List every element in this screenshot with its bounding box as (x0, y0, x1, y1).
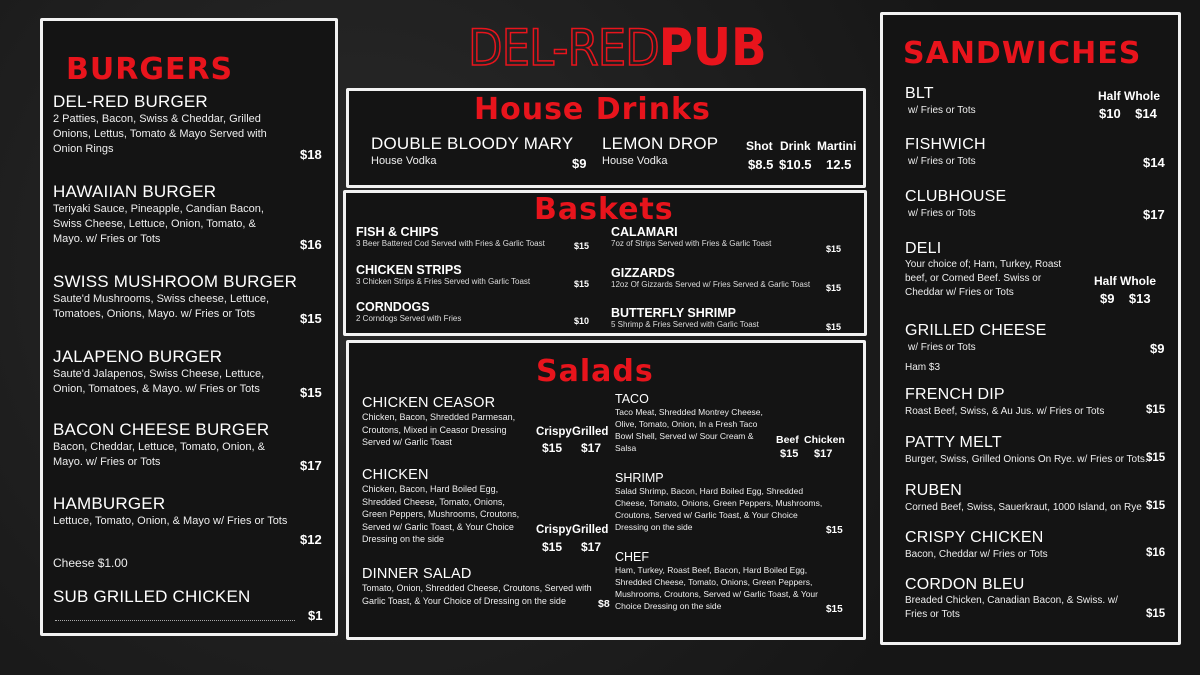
item-name: FISHWICH (905, 136, 986, 153)
size-header: Grilled (572, 426, 609, 438)
sandwiches-title: SANDWICHES (903, 36, 1142, 71)
item-price: $17 (1143, 207, 1165, 222)
item-name: TACO (615, 392, 649, 406)
item-name: BLT (905, 85, 934, 102)
size-header: Crispy (536, 524, 572, 536)
burger-item (53, 92, 327, 157)
item-name: GIZZARDS (611, 266, 675, 280)
item-desc: 3 Chicken Strips & Fries Served with Garlic Toast (356, 277, 531, 286)
pub-logo (468, 18, 767, 78)
size-price: $9 $13 (1100, 291, 1151, 306)
item-price: $17 (300, 458, 322, 473)
baskets-title: Baskets (534, 192, 674, 227)
item-name: CHICKEN (362, 467, 429, 483)
item-desc: 2 Patties, Bacon, Swiss & Cheddar, Grilled Onions, Lettus, Tomato & Mayo Served with Onion Rings (53, 113, 267, 155)
cheese-note: Cheese $1.00 (53, 556, 128, 570)
item-price: $15 (1146, 500, 1166, 512)
item-name: CRISPY CHICKEN (905, 529, 1044, 546)
sandwich-item (905, 482, 1142, 515)
item-name: PATTY MELT (905, 434, 1002, 451)
item-name: SWISS MUSHROOM BURGER (53, 272, 298, 291)
item-name: LEMON DROP (602, 134, 719, 153)
item-name: CHEF (615, 550, 650, 564)
item-desc: w/ Fries or Tots (908, 342, 976, 353)
item-name: HAMBURGER (53, 494, 166, 513)
leader-dots (55, 620, 295, 621)
item-price: $15 (1146, 608, 1166, 620)
item-name: BUTTERFLY SHRIMP (611, 306, 737, 320)
item-desc: w/ Fries or Tots (908, 105, 976, 116)
burgers-title: BURGERS (66, 52, 234, 87)
item-name: CHICKEN STRIPS (356, 263, 462, 277)
item-desc: Tomato, Onion, Shredded Cheese, Croutons, Served with Garlic Toast, & Your Choice of Dressing on the side (362, 583, 592, 606)
item-desc: Salad Shrimp, Bacon, Hard Boiled Egg, Shredded Cheese, Tomato, Onions, Green Peppers, Mushrooms, Croutons, Served w/ Garlic Toast, & Your Choice Dressing on the side (615, 486, 823, 532)
salad-item (615, 392, 773, 454)
size-price: $10.5 (779, 157, 812, 172)
item-desc: 5 Shrimp & Fries Served with Garlic Toast (611, 320, 759, 329)
item-desc: w/ Fries or Tots (908, 156, 976, 167)
item-price: $18 (300, 147, 322, 162)
size-header: Crispy (536, 426, 572, 438)
drink-item (602, 134, 718, 169)
item-desc: Taco Meat, Shredded Montrey Cheese, Olive, Tomato, Onion, In a Fresh Taco Bowl Shell, Served w/ Sour Cream & Salsa (615, 407, 763, 453)
item-name: FISH & CHIPS (356, 225, 439, 239)
size-header: Martini (817, 139, 857, 153)
item-desc: Chicken, Bacon, Hard Boiled Egg, Shredded Cheese, Tomato, Onions, Green Peppers, Mushrooms, Croutons, Served w/ Garlic Toast, & Your Choice Dressing on the side (362, 484, 520, 544)
sandwich-item (905, 85, 976, 118)
drinks-title: House Drinks (474, 92, 711, 127)
size-price: $17 (581, 540, 602, 554)
item-name: CORNDOGS (356, 300, 430, 314)
item-name: HAWAIIAN BURGER (53, 182, 217, 201)
item-name: GRILLED CHEESE (905, 322, 1047, 339)
size-price: $15 (542, 441, 563, 455)
basket-item (611, 225, 771, 248)
burger-item (53, 272, 327, 322)
item-price: $15 (300, 311, 322, 326)
item-desc: Corned Beef, Swiss, Sauerkraut, 1000 Island, on Rye (905, 502, 1142, 513)
burger-item (53, 420, 327, 470)
size-header: Half Whole (1094, 274, 1156, 288)
salads-title: Salads (536, 354, 654, 389)
size-header: Beef (776, 434, 799, 446)
item-price: $15 (1146, 452, 1166, 464)
salad-item (362, 395, 532, 449)
item-desc: 7oz of Strips Served with Fries & Garlic Toast (611, 239, 772, 248)
item-price: $15 (826, 283, 842, 293)
size-price: 12.5 (826, 157, 852, 172)
sandwich-item (905, 576, 1145, 622)
item-desc: Chicken, Bacon, Shredded Parmesan, Croutons, Mixed in Ceasor Dressing Served w/ Garlic Toast (362, 412, 516, 447)
item-desc: 12oz Of Gizzards Served w/ Fries Served & Garlic Toast (611, 280, 811, 289)
item-price: $12 (300, 532, 322, 547)
size-header: Drink (780, 139, 811, 153)
item-name: DINNER SALAD (362, 566, 472, 582)
item-price: $10 (574, 316, 590, 326)
salad-item (615, 471, 825, 533)
item-desc: 2 Corndogs Served with Fries (356, 314, 462, 323)
item-desc: Roast Beef, Swiss, & Au Jus. w/ Fries or Tots (905, 406, 1105, 417)
sandwich-item (905, 188, 1006, 221)
ham-note: Ham $3 (905, 362, 941, 373)
item-price: $9 (572, 156, 587, 171)
item-name: DEL-RED BURGER (53, 92, 208, 111)
item-price: $15 (826, 525, 843, 536)
basket-item (611, 266, 810, 289)
item-price: $15 (1146, 404, 1166, 416)
size-price: $10 $14 (1099, 106, 1157, 121)
item-name: RUBEN (905, 482, 963, 499)
salad-item (362, 566, 602, 607)
sandwich-item (905, 136, 986, 169)
item-name: JALAPENO BURGER (53, 347, 223, 366)
basket-item (356, 300, 461, 323)
burger-item (53, 494, 327, 529)
item-desc: w/ Fries or Tots (908, 208, 976, 219)
item-desc: Breaded Chicken, Canadian Bacon, & Swiss. w/ Fries or Tots (905, 595, 1118, 620)
item-desc: Ham, Turkey, Roast Beef, Bacon, Hard Boiled Egg, Shredded Cheese, Tomato, Onions, Green Peppers, Mushrooms, Croutons, Served w/ Garlic Toast, & Your Choice Dressing on the side (615, 565, 818, 611)
burger-item (53, 347, 327, 397)
item-desc: Teriyaki Sauce, Pineapple, Candian Bacon, Swiss Cheese, Lettuce, Onion, Tomato, & Mayo. w/ Fries or Tots (53, 203, 264, 245)
size-price: $15 (780, 448, 799, 460)
item-desc: House Vodka (371, 155, 437, 167)
drink-item (371, 134, 573, 169)
logo-thin-text: DEL-RED (468, 19, 659, 77)
item-name: BACON CHEESE BURGER (53, 420, 270, 439)
sandwich-item (905, 240, 1080, 300)
size-price: $8.5 (748, 157, 774, 172)
item-price: $14 (1143, 155, 1165, 170)
item-name: SHRIMP (615, 471, 664, 485)
item-name: DOUBLE BLOODY MARY (371, 134, 574, 153)
item-price: $9 (1150, 341, 1165, 356)
item-price: $15 (826, 322, 842, 332)
size-price: $17 (581, 441, 602, 455)
item-desc: Saute'd Mushrooms, Swiss cheese, Lettuce, Tomatoes, Onions, Mayo. w/ Fries or Tots (53, 293, 270, 320)
item-price: $15 (574, 241, 590, 251)
item-name: CALAMARI (611, 225, 678, 239)
item-desc: Burger, Swiss, Grilled Onions On Rye. w/ Fries or Tots. (905, 454, 1148, 465)
item-price: $15 (574, 279, 590, 289)
item-name: CHICKEN CEASOR (362, 395, 496, 411)
size-header: Half Whole (1098, 89, 1160, 103)
item-desc: Lettuce, Tomato, Onion, & Mayo w/ Fries or Tots (53, 515, 288, 527)
size-header: Shot (746, 139, 773, 153)
item-desc: 3 Beer Battered Cod Served with Fries & Garlic Toast (356, 239, 545, 248)
size-header: Chicken (804, 434, 845, 446)
salad-item (615, 550, 825, 612)
item-name: CLUBHOUSE (905, 188, 1007, 205)
item-price: $15 (300, 385, 322, 400)
item-desc: Bacon, Cheddar w/ Fries or Tots (905, 549, 1048, 560)
salad-item (362, 467, 532, 546)
item-desc: Your choice of; Ham, Turkey, Roast beef, or Corned Beef. Swiss or Cheddar w/ Fries or Tots (905, 259, 1062, 298)
item-price: $8 (598, 598, 610, 610)
item-price: $16 (1146, 547, 1166, 559)
item-price: $15 (826, 244, 842, 254)
sandwich-item (905, 434, 1148, 467)
item-name: FRENCH DIP (905, 386, 1005, 403)
burger-item (53, 587, 327, 607)
burger-item (53, 182, 327, 247)
basket-item (356, 263, 530, 286)
sandwich-item (905, 386, 1104, 419)
item-desc: House Vodka (602, 155, 668, 167)
item-name: CORDON BLEU (905, 576, 1025, 593)
sandwich-item (905, 529, 1048, 562)
basket-item (356, 225, 545, 248)
item-price: $1 (308, 608, 323, 623)
size-price: $17 (814, 448, 833, 460)
logo-bold-text: PUB (658, 18, 767, 78)
item-price: $15 (826, 604, 843, 615)
item-name: SUB GRILLED CHICKEN (53, 587, 251, 606)
sandwich-item (905, 322, 1047, 355)
item-price: $16 (300, 237, 322, 252)
item-name: DELI (905, 240, 942, 257)
basket-item (611, 306, 759, 329)
size-header: Grilled (572, 524, 609, 536)
size-price: $15 (542, 540, 563, 554)
item-desc: Bacon, Cheddar, Lettuce, Tomato, Onion, & Mayo. w/ Fries or Tots (53, 441, 265, 468)
item-desc: Saute'd Jalapenos, Swiss Cheese, Lettuce, Onion, Tomatoes, & Mayo. w/ Fries or Tots (53, 368, 265, 395)
